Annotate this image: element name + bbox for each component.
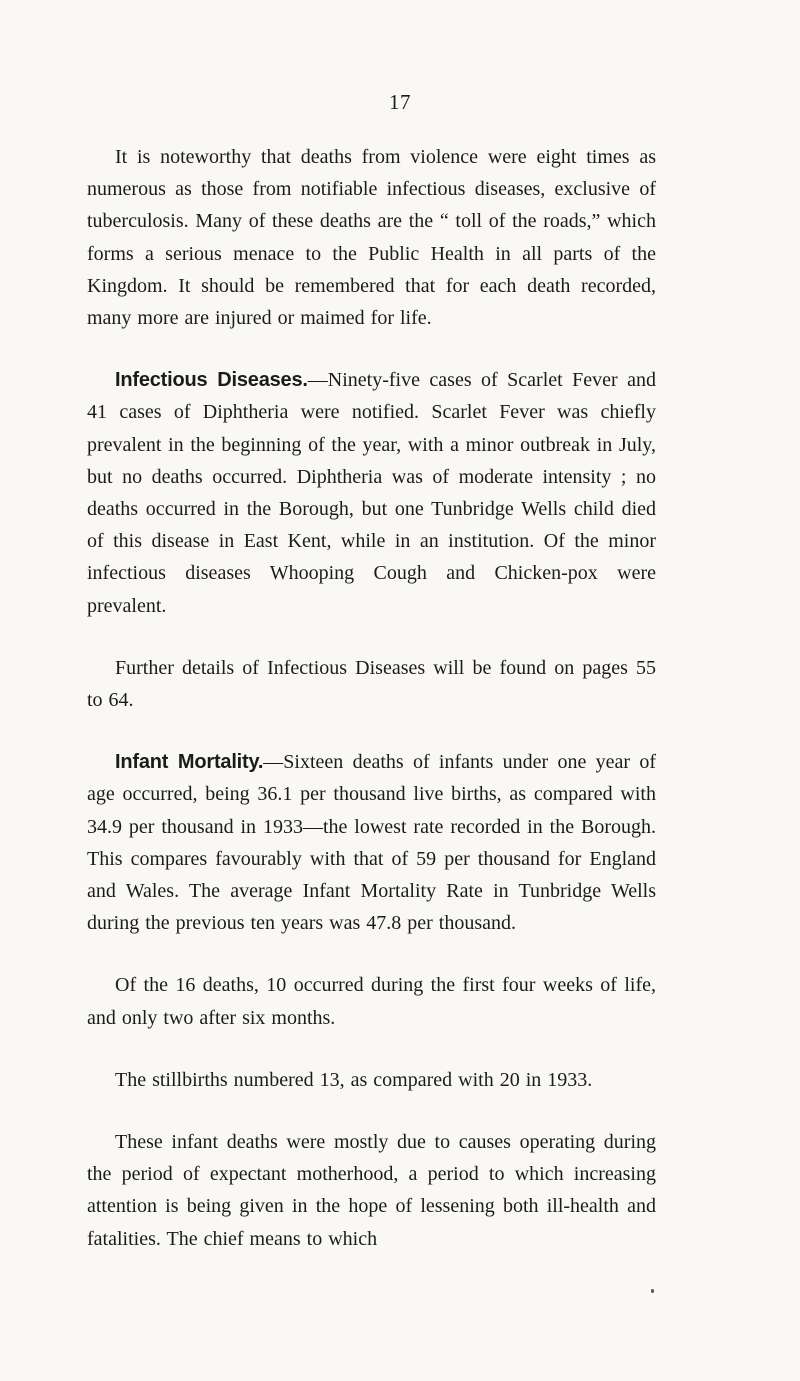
paragraph-text: —Sixteen deaths of infants under one year of age occurred, being 36.1 per thousand live births, as compared with 34.9 per thousand in 1933—the lowest rate recorded in the Borough. This compares favourably with that of 59 per thousand for England and Wales. The average Infant Mortality Rate in Tunbridge Wells during the previous ten years was 47.8 per thousand. bbox=[87, 751, 656, 935]
paragraph-text: Further details of Infectious Diseases will be found on pages 55 to 64. bbox=[87, 656, 656, 712]
paragraph-text: —Ninety-five cases of Scarlet Fever and 41 cases of Diphtheria were notified. Scarlet Fever was chiefly prevalent in the beginning of the year, with a minor outbreak in July, but no deaths occurred. Diphtheria was of moderate intensity ; no deaths occurred in the Borough, but one Tunbridge Wells child died of this disease in East Kent, while in an institution. Of the minor infectious diseases Whooping Cough and Chicken-pox were prevalent. bbox=[87, 369, 656, 617]
paragraph-sixteen-deaths bbox=[87, 969, 656, 1033]
paragraph-further-details bbox=[87, 652, 656, 716]
paragraph-infant-mortality bbox=[87, 746, 656, 939]
paragraph-text: It is noteworthy that deaths from violence were eight times as numerous as those from notifiable infectious diseases, exclusive of tuberculosis. Many of these deaths are the “ toll of the roads,” which forms a serious menace to the Public Health in all parts of the Kingdom. It should be remembered that for each death recorded, many more are injured or maimed for life. bbox=[87, 146, 656, 330]
page-number: 17 bbox=[389, 90, 411, 114]
paragraph-stillbirths bbox=[87, 1064, 656, 1096]
section-heading-infant-mortality: Infant Mortality. bbox=[115, 751, 264, 774]
ink-speck bbox=[651, 1289, 654, 1293]
paragraph-expectant-motherhood bbox=[87, 1126, 656, 1255]
paragraph-infectious-diseases bbox=[87, 364, 656, 622]
paragraph-violence-deaths bbox=[87, 141, 656, 334]
body-text bbox=[87, 141, 656, 1285]
paragraph-text: The stillbirths numbered 13, as compared with 20 in 1933. bbox=[115, 1068, 593, 1091]
paragraph-text: These infant deaths were mostly due to causes operating during the period of expectant motherhood, a period to which increasing attention is being given in the hope of lessening both ill-health and fatalities. The chief means to which bbox=[87, 1131, 656, 1250]
paragraph-text: Of the 16 deaths, 10 occurred during the first four weeks of life, and only two after six months. bbox=[87, 974, 656, 1029]
section-heading-infectious-diseases: Infectious Diseases. bbox=[115, 369, 308, 392]
